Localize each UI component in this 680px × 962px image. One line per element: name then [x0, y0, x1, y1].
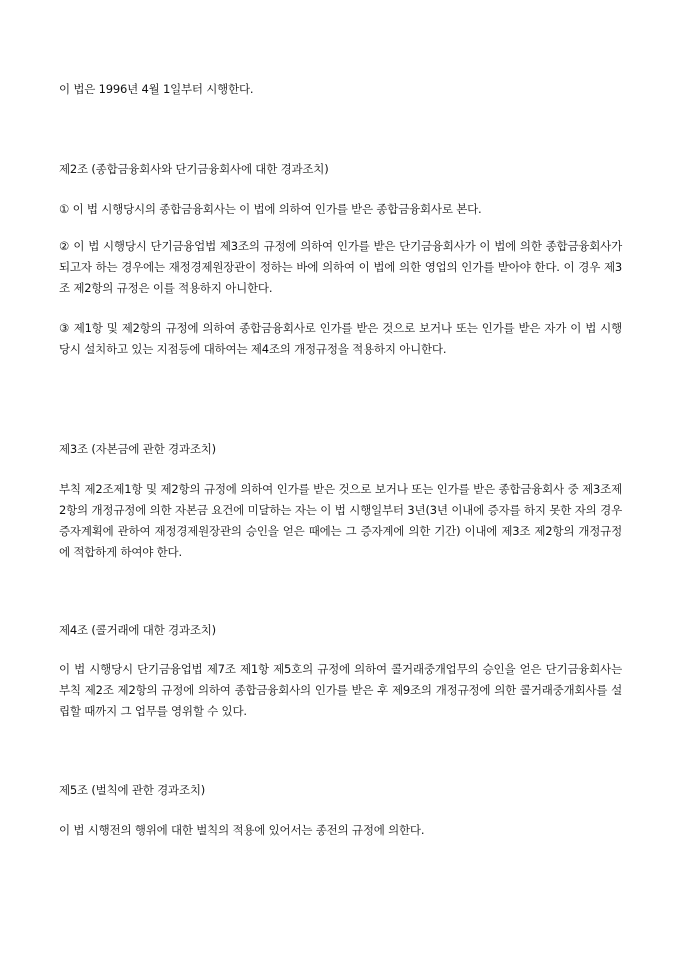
- effective-date-clause: 이 법은 1996년 4월 1일부터 시행한다.: [59, 82, 254, 96]
- article-4-heading: 제4조 (콜거래에 대한 경과조치): [59, 623, 216, 637]
- article-4-paragraph-1: 이 법 시행당시 단기금융업법 제7조 제1항 제5호의 규정에 의하여 콜거래중개업무의 승인을 얻은 단기금융회사는 부칙 제2조 제2항의 규정에 의하여 종합금융회사의 인가를 받은 후 제9조의 개정규정에 의한 콜거래중개회사를 설립할 때까지 그 업무를 영위할 수 있다.: [59, 662, 622, 718]
- article-2-paragraph-1: ① 이 법 시행당시의 종합금융회사는 이 법에 의하여 인가를 받은 종합금융회사로 본다.: [59, 202, 482, 216]
- article-2-heading: 제2조 (종합금융회사와 단기금융회사에 대한 경과조치): [59, 162, 329, 176]
- article-2-paragraph-3: ③ 제1항 및 제2항의 규정에 의하여 종합금융회사로 인가를 받은 것으로 보거나 또는 인가를 받은 자가 이 법 시행당시 설치하고 있는 지점등에 대하여는 제4조의 개정규정을 적용하지 아니한다.: [59, 321, 622, 356]
- article-5-paragraph-1: 이 법 시행전의 행위에 대한 벌칙의 적용에 있어서는 종전의 규정에 의한다.: [59, 823, 425, 837]
- article-2-paragraph-2: ② 이 법 시행당시 단기금융업법 제3조의 규정에 의하여 인가를 받은 단기금융회사가 이 법에 의한 종합금융회사가 되고자 하는 경우에는 재정경제원장관이 정하는 바에 의하여 이 법에 의한 영업의 인가를 받아야 한다. 이 경우 제3조 제2항의 규정은 이를 적용하지 아니한다.: [59, 239, 622, 295]
- article-5-heading: 제5조 (벌칙에 관한 경과조치): [59, 783, 206, 797]
- article-3-paragraph-1: 부칙 제2조제1항 및 제2항의 규정에 의하여 인가를 받은 것으로 보거나 또는 인가를 받은 종합금융회사 중 제3조제2항의 개정규정에 의한 자본금 요건에 미달하는 자는 이 법 시행일부터 3년(3년 이내에 증자를 하지 못한 자의 경우 증자계획에 관하여 재정경제원장관의 승인을 얻은 때에는 그 증자계에 의한 기간) 이내에 제3조 제2항의 개정규정에 적합하게 하여야 한다.: [59, 482, 622, 559]
- article-3-heading: 제3조 (자본금에 관한 경과조치): [59, 442, 216, 456]
